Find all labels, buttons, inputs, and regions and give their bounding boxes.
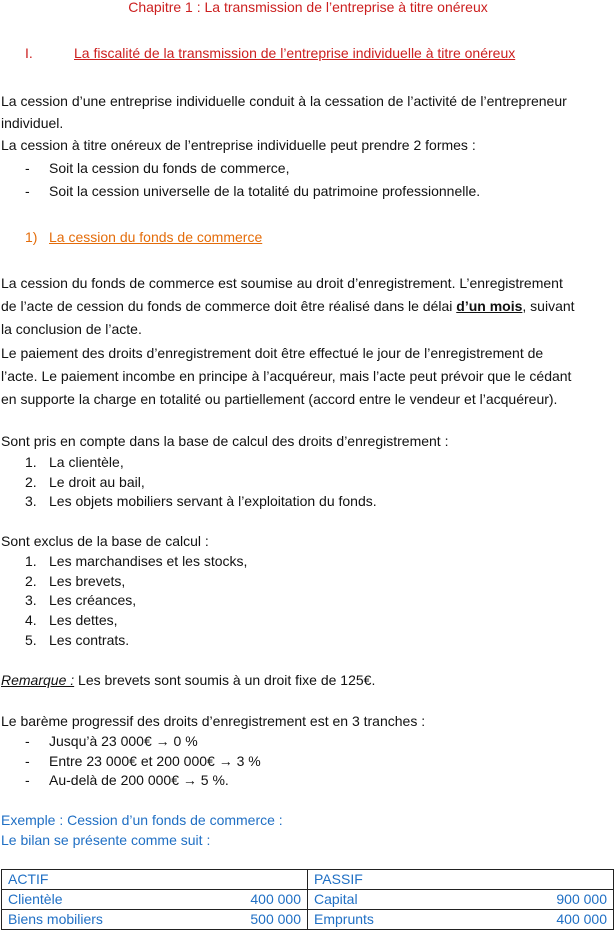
body-line-5: l’acte. Le paiement incombe en principe à l’acquéreur, mais l’acte peut prévoir que le cédant — [1, 368, 572, 384]
passif-label: Capital — [314, 891, 358, 907]
excluded-item: Les brevets, — [49, 573, 126, 589]
actif-cell — [2, 890, 308, 910]
body-line-1: La cession du fonds de commerce est soumise au droit d’enregistrement. L’enregistrement — [1, 275, 563, 291]
example-line-1: Exemple : Cession d’un fonds de commerce : — [1, 812, 283, 828]
excluded-item: Les créances, — [49, 592, 137, 608]
body-line-2-end: , suivant — [522, 298, 575, 314]
actif-label: Biens mobiliers — [8, 911, 103, 927]
excluded-item: Les dettes, — [49, 612, 118, 628]
actif-label: Clientèle — [8, 891, 63, 907]
intro-line-1: La cession d’une entreprise individuelle conduit à la cessation de l’activité de l’entrepreneur — [1, 93, 567, 109]
list-number: 2. — [25, 474, 37, 490]
included-item: Le droit au bail, — [49, 474, 145, 490]
actif-value: 400 000 — [250, 891, 301, 907]
list-number: 1. — [25, 553, 37, 569]
bareme-item: Entre 23 000€ et 200 000€ → 3 % — [49, 753, 261, 769]
bullet-dash: - — [25, 772, 30, 788]
remark-label: Remarque : — [1, 672, 75, 688]
excluded-heading: Sont exclus de la base de calcul : — [1, 533, 209, 549]
example-line-2: Le bilan se présente comme suit : — [1, 832, 211, 848]
passif-value: 900 000 — [556, 891, 607, 907]
bullet-dash: - — [25, 733, 30, 749]
body-line-4: Le paiement des droits d’enregistrement doit être effectué le jour de l’enregistrement de — [1, 345, 544, 361]
remark — [1, 670, 375, 690]
bullet-dash: - — [25, 160, 30, 176]
section-number: I. — [25, 45, 33, 61]
chapter-title: Chapitre 1 : La transmission de l’entreprise à titre onéreux — [128, 0, 488, 15]
passif-cell — [308, 910, 614, 930]
included-heading: Sont pris en compte dans la base de calcul des droits d’enregistrement : — [1, 433, 449, 449]
form-item: Soit la cession du fonds de commerce, — [49, 160, 290, 176]
excluded-item: Les marchandises et les stocks, — [49, 553, 248, 569]
body-line-3: la conclusion de l’acte. — [1, 321, 142, 337]
passif-cell — [308, 890, 614, 910]
excluded-item: Les contrats. — [49, 632, 130, 648]
subsection-number: 1) — [25, 229, 38, 245]
deadline-emphasis: d’un mois — [456, 298, 523, 314]
list-number: 2. — [25, 573, 37, 589]
intro-forms-heading: La cession à titre onéreux de l’entreprise individuelle peut prendre 2 formes : — [1, 137, 476, 153]
list-number: 4. — [25, 612, 37, 628]
subsection-title: La cession du fonds de commerce — [49, 229, 263, 245]
included-item: La clientèle, — [49, 454, 124, 470]
body-line-6: en supporte la charge en totalité ou partiellement (accord entre le vendeur et l’acquéreur). — [1, 391, 558, 407]
list-number: 5. — [25, 632, 37, 648]
table-row — [2, 910, 614, 930]
bullet-dash: - — [25, 753, 30, 769]
form-item: Soit la cession universelle de la totalité du patrimoine professionnelle. — [49, 183, 481, 199]
bareme-item: Au-delà de 200 000€ → 5 %. — [49, 772, 229, 788]
passif-header: PASSIF — [308, 870, 614, 890]
list-number: 3. — [25, 493, 37, 509]
bareme-heading: Le barème progressif des droits d’enregistrement est en 3 tranches : — [1, 713, 426, 729]
passif-label: Emprunts — [314, 911, 374, 927]
actif-cell — [2, 910, 308, 930]
remark-text: Les brevets sont soumis à un droit fixe de 125€. — [74, 672, 376, 688]
list-number: 1. — [25, 454, 37, 470]
passif-value: 400 000 — [556, 911, 607, 927]
table-row — [2, 890, 614, 910]
bareme-item: Jusqu’à 23 000€ → 0 % — [49, 733, 198, 749]
list-number: 3. — [25, 592, 37, 608]
actif-value: 500 000 — [250, 911, 301, 927]
body-line-2 — [1, 296, 575, 316]
body-line-2-start: de l’acte de cession du fonds de commerce doit être réalisé dans le délai — [1, 298, 457, 314]
section-title: La fiscalité de la transmission de l’entreprise individuelle à titre onéreux — [74, 45, 516, 61]
actif-header: ACTIF — [2, 870, 308, 890]
included-item: Les objets mobiliers servant à l’exploitation du fonds. — [49, 493, 377, 509]
intro-line-2: individuel. — [1, 115, 64, 131]
bilan-table — [1, 869, 614, 930]
table-header-row — [2, 870, 614, 890]
bullet-dash: - — [25, 183, 30, 199]
